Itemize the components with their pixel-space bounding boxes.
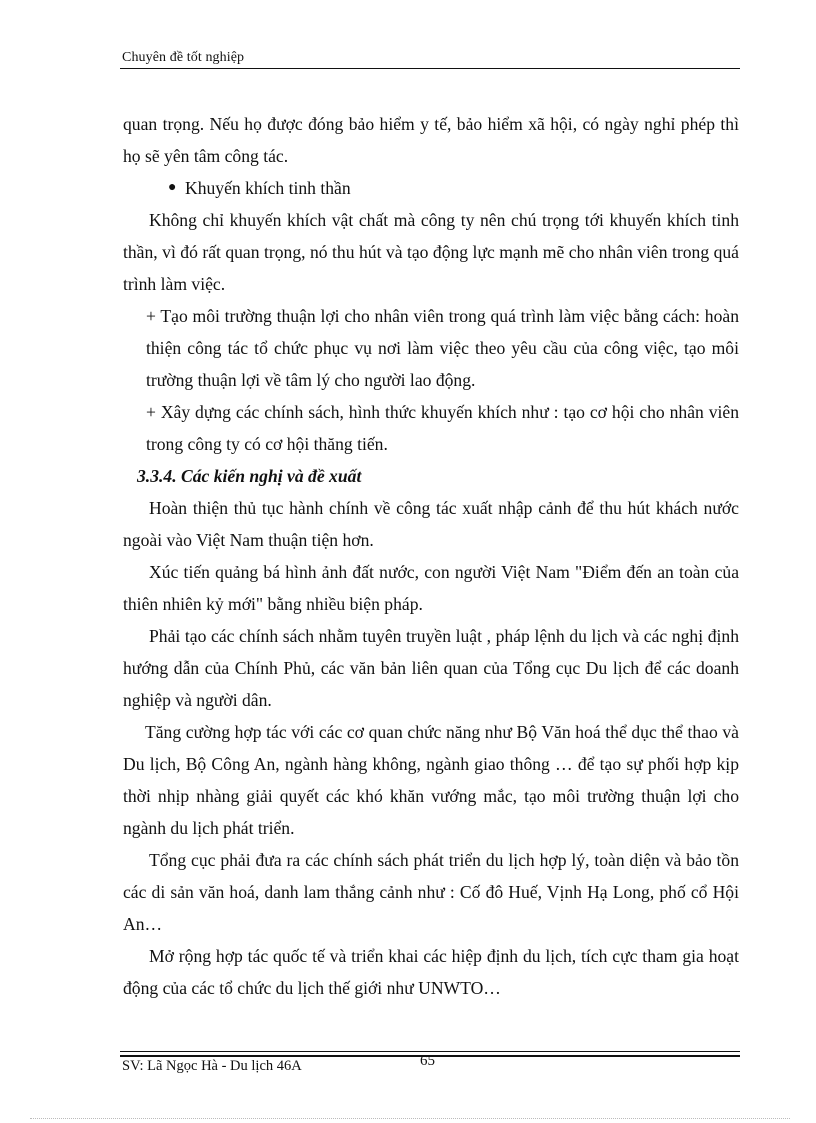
header-rule (120, 68, 740, 69)
section-heading: 3.3.4. Các kiến nghị và đề xuất (137, 466, 362, 486)
footer-student: SV: Lã Ngọc Hà - Du lịch 46A (122, 1058, 302, 1074)
paragraph-immigration: Hoàn thiện thủ tục hành chính về công tác xuất nhập cảnh để thu hút khách nước ngoài vào Việt Nam thuận tiện hơn. (123, 498, 739, 550)
paragraph-promotion: Xúc tiến quảng bá hình ảnh đất nước, con người Việt Nam "Điểm đến an toàn của thiên nhiên kỷ mới" bằng nhiều biện pháp. (123, 562, 739, 614)
paragraph-heritage: Tổng cục phải đưa ra các chính sách phát triển du lịch hợp lý, toàn diện và bảo tồn các di sản văn hoá, danh lam thắng cảnh như : Cố đô Huế, Vịnh Hạ Long, phố cổ Hội An… (123, 850, 739, 934)
paragraph-spiritual-incentive: Không chỉ khuyến khích vật chất mà công ty nên chú trọng tới khuyến khích tinh thần, vì đó rất quan trọng, nó thu hút và tạo động lực mạnh mẽ cho nhân viên trong quá trình làm việc. (123, 210, 739, 294)
document-body (123, 108, 739, 1004)
plus-item-environment: + Tạo môi trường thuận lợi cho nhân viên trong quá trình làm việc bằng cách: hoàn thiện công tác tổ chức phục vụ nơi làm việc theo yêu cầu của công việc, tạo môi trường thuận lợi về tâm lý cho người lao động. (146, 306, 739, 390)
bullet-item (123, 172, 739, 204)
page-number: 65 (420, 1053, 435, 1069)
paragraph-international: Mở rộng hợp tác quốc tế và triển khai các hiệp định du lịch, tích cực tham gia hoạt động của các tổ chức du lịch thế giới như UNWTO… (123, 946, 739, 998)
bullet-text: Khuyến khích tinh thần (185, 178, 351, 198)
paragraph-insurance: quan trọng. Nếu họ được đóng bảo hiểm y tế, bảo hiểm xã hội, có ngày nghỉ phép thì họ sẽ yên tâm công tác. (123, 114, 739, 166)
paragraph-cooperation: Tăng cường hợp tác với các cơ quan chức năng như Bộ Văn hoá thể dục thể thao và Du lịch, Bộ Công An, ngành hàng không, ngành giao thông … để tạo sự phối hợp kịp thời nhịp nhàng giải quyết các khó khăn vướng mắc, tạo môi trường thuận lợi cho ngành du lịch phát triển. (123, 722, 739, 838)
page-edge-dotted-line (30, 1118, 790, 1119)
paragraph-propaganda: Phải tạo các chính sách nhằm tuyên truyền luật , pháp lệnh du lịch và các nghị định hướng dẫn của Chính Phủ, các văn bản liên quan của Tổng cục Du lịch để các doanh nghiệp và người dân. (123, 626, 739, 710)
bullet-dot-icon: ● (168, 180, 177, 195)
footer-rule-thin (120, 1051, 740, 1052)
header-title: Chuyên đề tốt nghiệp (122, 50, 245, 65)
plus-item-policies: + Xây dựng các chính sách, hình thức khuyến khích như : tạo cơ hội cho nhân viên trong công ty có cơ hội thăng tiến. (146, 402, 739, 454)
